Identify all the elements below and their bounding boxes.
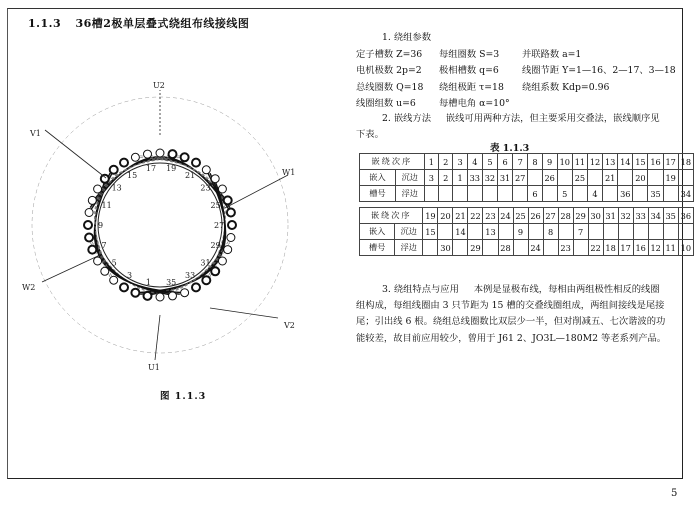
order-cell: 12 [587,154,602,170]
top-slot-cell: 6 [528,186,542,202]
slot-circle [169,292,177,300]
slot-circle [156,149,164,157]
section-2-heading: 2. 嵌线方法 [382,113,432,124]
order-cell: 20 [438,208,453,224]
slot-circle [85,209,93,217]
slot-number: 13 [111,183,122,193]
top-slot-cell: 35 [648,186,663,202]
top-slot-cell: 22 [588,240,603,256]
bottom-slot-cell: 27 [513,170,528,186]
table-caption: 表 1.1.3 [490,143,530,154]
order-cell: 24 [498,208,513,224]
section-number: 1.1.3 [28,17,62,30]
param-coil-groups: 线圈组数 u=6 [356,98,416,110]
lead-lines [42,90,288,360]
slot-circle [211,267,219,275]
top-slot-cell: 24 [528,240,543,256]
param-slot-angle: 每槽电角 α=10° [438,98,510,110]
order-cell: 1 [424,154,438,170]
param-coil-pitch: 线圈节距 Y=1—16、2—17、3—18 [521,65,676,77]
top-slot-cell [513,240,528,256]
bottom-slot-cell [587,170,602,186]
table-row-top [360,240,694,256]
param-row [356,80,676,97]
order-cell: 2 [439,154,453,170]
bottom-slot-cell [588,224,603,240]
slot-header-a: 嵌入 [360,224,395,240]
slot-circle [202,166,210,174]
table-row-order [360,208,694,224]
slot-circle [88,246,96,254]
section-3-heading: 3. 绕组特点与应用 [382,284,459,295]
slot-number: 23 [200,183,211,193]
order-cell: 35 [663,208,678,224]
param-row [356,63,676,80]
slot-circle [131,153,139,161]
bottom-slot-cell [557,170,572,186]
top-slot-cell [603,186,618,202]
order-cell: 34 [648,208,663,224]
param-poles: 电机极数 2p=2 [356,65,422,77]
order-cell: 33 [633,208,648,224]
slot-circle [84,221,92,229]
winding-sequence-table-part-1 [359,153,694,202]
param-slots: 定子槽数 Z=36 [356,48,423,60]
slot-circle [224,246,232,254]
bottom-slot-cell: 21 [603,170,618,186]
bottom-slot-cell: 9 [513,224,528,240]
top-slot-cell: 34 [678,186,693,202]
slot-header-a: 嵌入 [360,170,396,186]
top-slot-cell [467,186,482,202]
slot-circle [202,276,210,284]
table-row-order [360,154,694,170]
slot-number: 5 [111,258,117,268]
top-slot-cell: 29 [468,240,483,256]
top-slot-cell: 11 [663,240,678,256]
slot-number: 31 [200,258,211,268]
order-cell: 16 [648,154,663,170]
order-header: 嵌绕次序 [360,154,425,170]
order-cell: 28 [558,208,573,224]
bottom-slot-cell [618,224,633,240]
top-slot-cell [498,186,513,202]
bottom-slot-cell: 13 [483,224,498,240]
slot-circle [88,196,96,204]
table-row-bottom [360,170,694,186]
slot-circle [144,292,152,300]
top-slot-cell [483,240,498,256]
order-cell: 19 [423,208,438,224]
order-cell: 26 [528,208,543,224]
order-cell: 4 [467,154,482,170]
order-cell: 14 [618,154,633,170]
bottom-slot-cell [648,170,663,186]
bottom-slot-cell [633,224,648,240]
bottom-label: 沉边 [395,170,424,186]
section-title [28,15,249,31]
order-cell: 10 [557,154,572,170]
order-cell: 6 [498,154,513,170]
top-slot-cell: 10 [678,240,693,256]
bottom-slot-cell: 19 [663,170,678,186]
order-cell: 9 [542,154,557,170]
slot-number: 1 [145,278,151,288]
slot-circle [181,153,189,161]
bottom-slot-cell [678,170,693,186]
label-u2: U2 [153,81,165,90]
bottom-slot-cell: 26 [542,170,557,186]
slot-number: 35 [166,278,177,288]
slot-circle [110,166,118,174]
slot-circle [120,159,128,167]
slot-circle [144,150,152,158]
order-cell: 23 [483,208,498,224]
slot-circle [120,283,128,291]
slot-number: 9 [98,221,104,230]
slot-number: 7 [101,240,107,250]
slot-circle [228,221,236,229]
top-slot-cell: 18 [603,240,618,256]
slot-circle [192,283,200,291]
winding-diagram [20,70,330,380]
order-cell: 7 [513,154,528,170]
slot-number: 19 [166,163,177,173]
slot-circle [218,185,226,193]
section-2-paragraph [356,111,668,143]
label-v2: V2 [284,321,295,330]
bottom-slot-cell [618,170,633,186]
top-slot-cell [423,240,438,256]
order-cell: 3 [453,154,467,170]
label-w1: W1 [282,168,296,177]
slot-circle [85,234,93,242]
slot-circle [192,159,200,167]
slot-circle [218,257,226,265]
bottom-slot-cell [438,224,453,240]
slot-circle [94,185,102,193]
order-cell: 17 [663,154,678,170]
top-slot-cell [663,186,678,202]
figure-caption: 图 1.1.3 [160,391,207,402]
label-u1: U1 [148,363,160,372]
top-slot-cell [482,186,497,202]
slot-number: 11 [101,201,112,211]
order-cell: 32 [618,208,633,224]
slot-circle [156,293,164,301]
order-cell: 29 [573,208,588,224]
bottom-slot-cell [558,224,573,240]
order-cell: 11 [572,154,587,170]
slot-circle [227,209,235,217]
slot-number: 21 [185,170,196,180]
page-number: 5 [671,488,678,499]
bottom-slot-cell: 31 [498,170,513,186]
order-cell: 31 [603,208,618,224]
section-2-text: 嵌线可用两种方法，但主要采用交叠法，嵌线顺序见下表。 [356,113,660,140]
slot-header-b: 槽号 [360,240,395,256]
coil-arcs [32,97,288,353]
bottom-slot-cell: 25 [572,170,587,186]
slot-number: 29 [210,240,221,250]
param-pole-pitch: 绕组极距 τ=18 [438,81,504,93]
top-slot-cell: 23 [558,240,573,256]
slot-circle [227,234,235,242]
top-slot-cell: 16 [633,240,648,256]
params-heading: 1. 绕组参数 [382,32,432,43]
slot-number: 17 [145,163,157,173]
param-winding-factor: 绕组系数 Kdp=0.96 [521,81,610,93]
top-slot-cell [439,186,453,202]
top-slot-cell: 28 [498,240,513,256]
bottom-slot-cell [663,224,678,240]
top-slot-cell: 30 [438,240,453,256]
section-3-text: 本例是显极布线，每相由两组极性相反的线圈组构成，每组线圈由 3 只节距为 15 槽的交叠线圈组成，两组间接线是尾接尾；引出线 6 根。绕组总线圈数比双层少一半，但对削减五、七次谐波的功能较差，故目前应用较少，曾用于 J61 2、JO3L—180M2 等老系列产品。 [356,284,667,344]
top-slot-cell: 17 [618,240,633,256]
slot-circle [101,267,109,275]
bottom-slot-cell [678,224,693,240]
top-slot-cell [513,186,528,202]
table-row-top [360,186,694,202]
top-slot-cell: 36 [618,186,633,202]
bottom-slot-cell: 8 [543,224,558,240]
top-slot-cell [542,186,557,202]
bottom-slot-cell: 3 [424,170,438,186]
slot-header-b: 槽号 [360,186,396,202]
bottom-slot-cell: 14 [453,224,468,240]
slot-circle [101,175,109,183]
label-w2: W2 [22,283,36,292]
bottom-slot-cell [498,224,513,240]
order-cell: 36 [678,208,693,224]
bottom-slot-cell [528,224,543,240]
order-cell: 15 [633,154,648,170]
order-cell: 27 [543,208,558,224]
order-cell: 5 [482,154,497,170]
param-slots-per-pole-phase: 极相槽数 q=6 [438,65,499,77]
slot-circle [181,289,189,297]
slot-circle [94,257,102,265]
order-cell: 18 [678,154,693,170]
top-slot-cell [573,240,588,256]
bottom-slot-cell: 33 [467,170,482,186]
order-cell: 13 [603,154,618,170]
slot-number: 3 [127,271,133,281]
winding-parameters [356,30,676,113]
param-coils-per-group: 每组圈数 S=3 [438,48,500,60]
top-slot-cell [543,240,558,256]
order-cell: 30 [588,208,603,224]
param-parallel-paths: 并联路数 a=1 [521,48,582,60]
top-slot-cell [424,186,438,202]
order-cell: 21 [453,208,468,224]
bottom-slot-cell: 2 [439,170,453,186]
slot-circle [211,175,219,183]
top-slot-cell [453,186,467,202]
param-total-coils: 总线圈数 Q=18 [356,81,424,93]
slot-circle [110,276,118,284]
section-3-paragraph [356,282,668,347]
top-slot-cell [633,186,648,202]
top-slot-cell [572,186,587,202]
slot-number: 27 [214,221,225,230]
table-row-bottom [360,224,694,240]
bottom-slot-cell [468,224,483,240]
slot-circle [224,196,232,204]
bottom-label: 沉边 [395,224,423,240]
top-label: 浮边 [395,186,424,202]
bottom-slot-cell: 7 [573,224,588,240]
bottom-slot-cell: 20 [633,170,648,186]
top-slot-cell: 4 [587,186,602,202]
winding-sequence-table-part-2 [359,207,694,256]
label-v1: V1 [30,129,41,138]
param-row [356,47,676,64]
order-cell: 22 [468,208,483,224]
order-cell: 25 [513,208,528,224]
bottom-slot-cell [603,224,618,240]
bottom-slot-cell: 15 [423,224,438,240]
top-slot-cell [453,240,468,256]
slot-number: 15 [127,170,138,180]
section-title-text: 36槽2极单层叠式绕组布线接线图 [75,17,250,30]
bottom-slot-cell: 1 [453,170,467,186]
order-header: 嵌绕次序 [360,208,423,224]
top-slot-cell: 5 [557,186,572,202]
top-slot-cell: 12 [648,240,663,256]
order-cell: 8 [528,154,542,170]
slot-number: 25 [210,201,221,211]
slot-circle [131,289,139,297]
bottom-slot-cell [528,170,542,186]
top-label: 浮边 [395,240,423,256]
bottom-slot-cell [648,224,663,240]
bottom-slot-cell: 32 [482,170,497,186]
slot-circle [169,150,177,158]
slot-number: 33 [185,271,196,281]
